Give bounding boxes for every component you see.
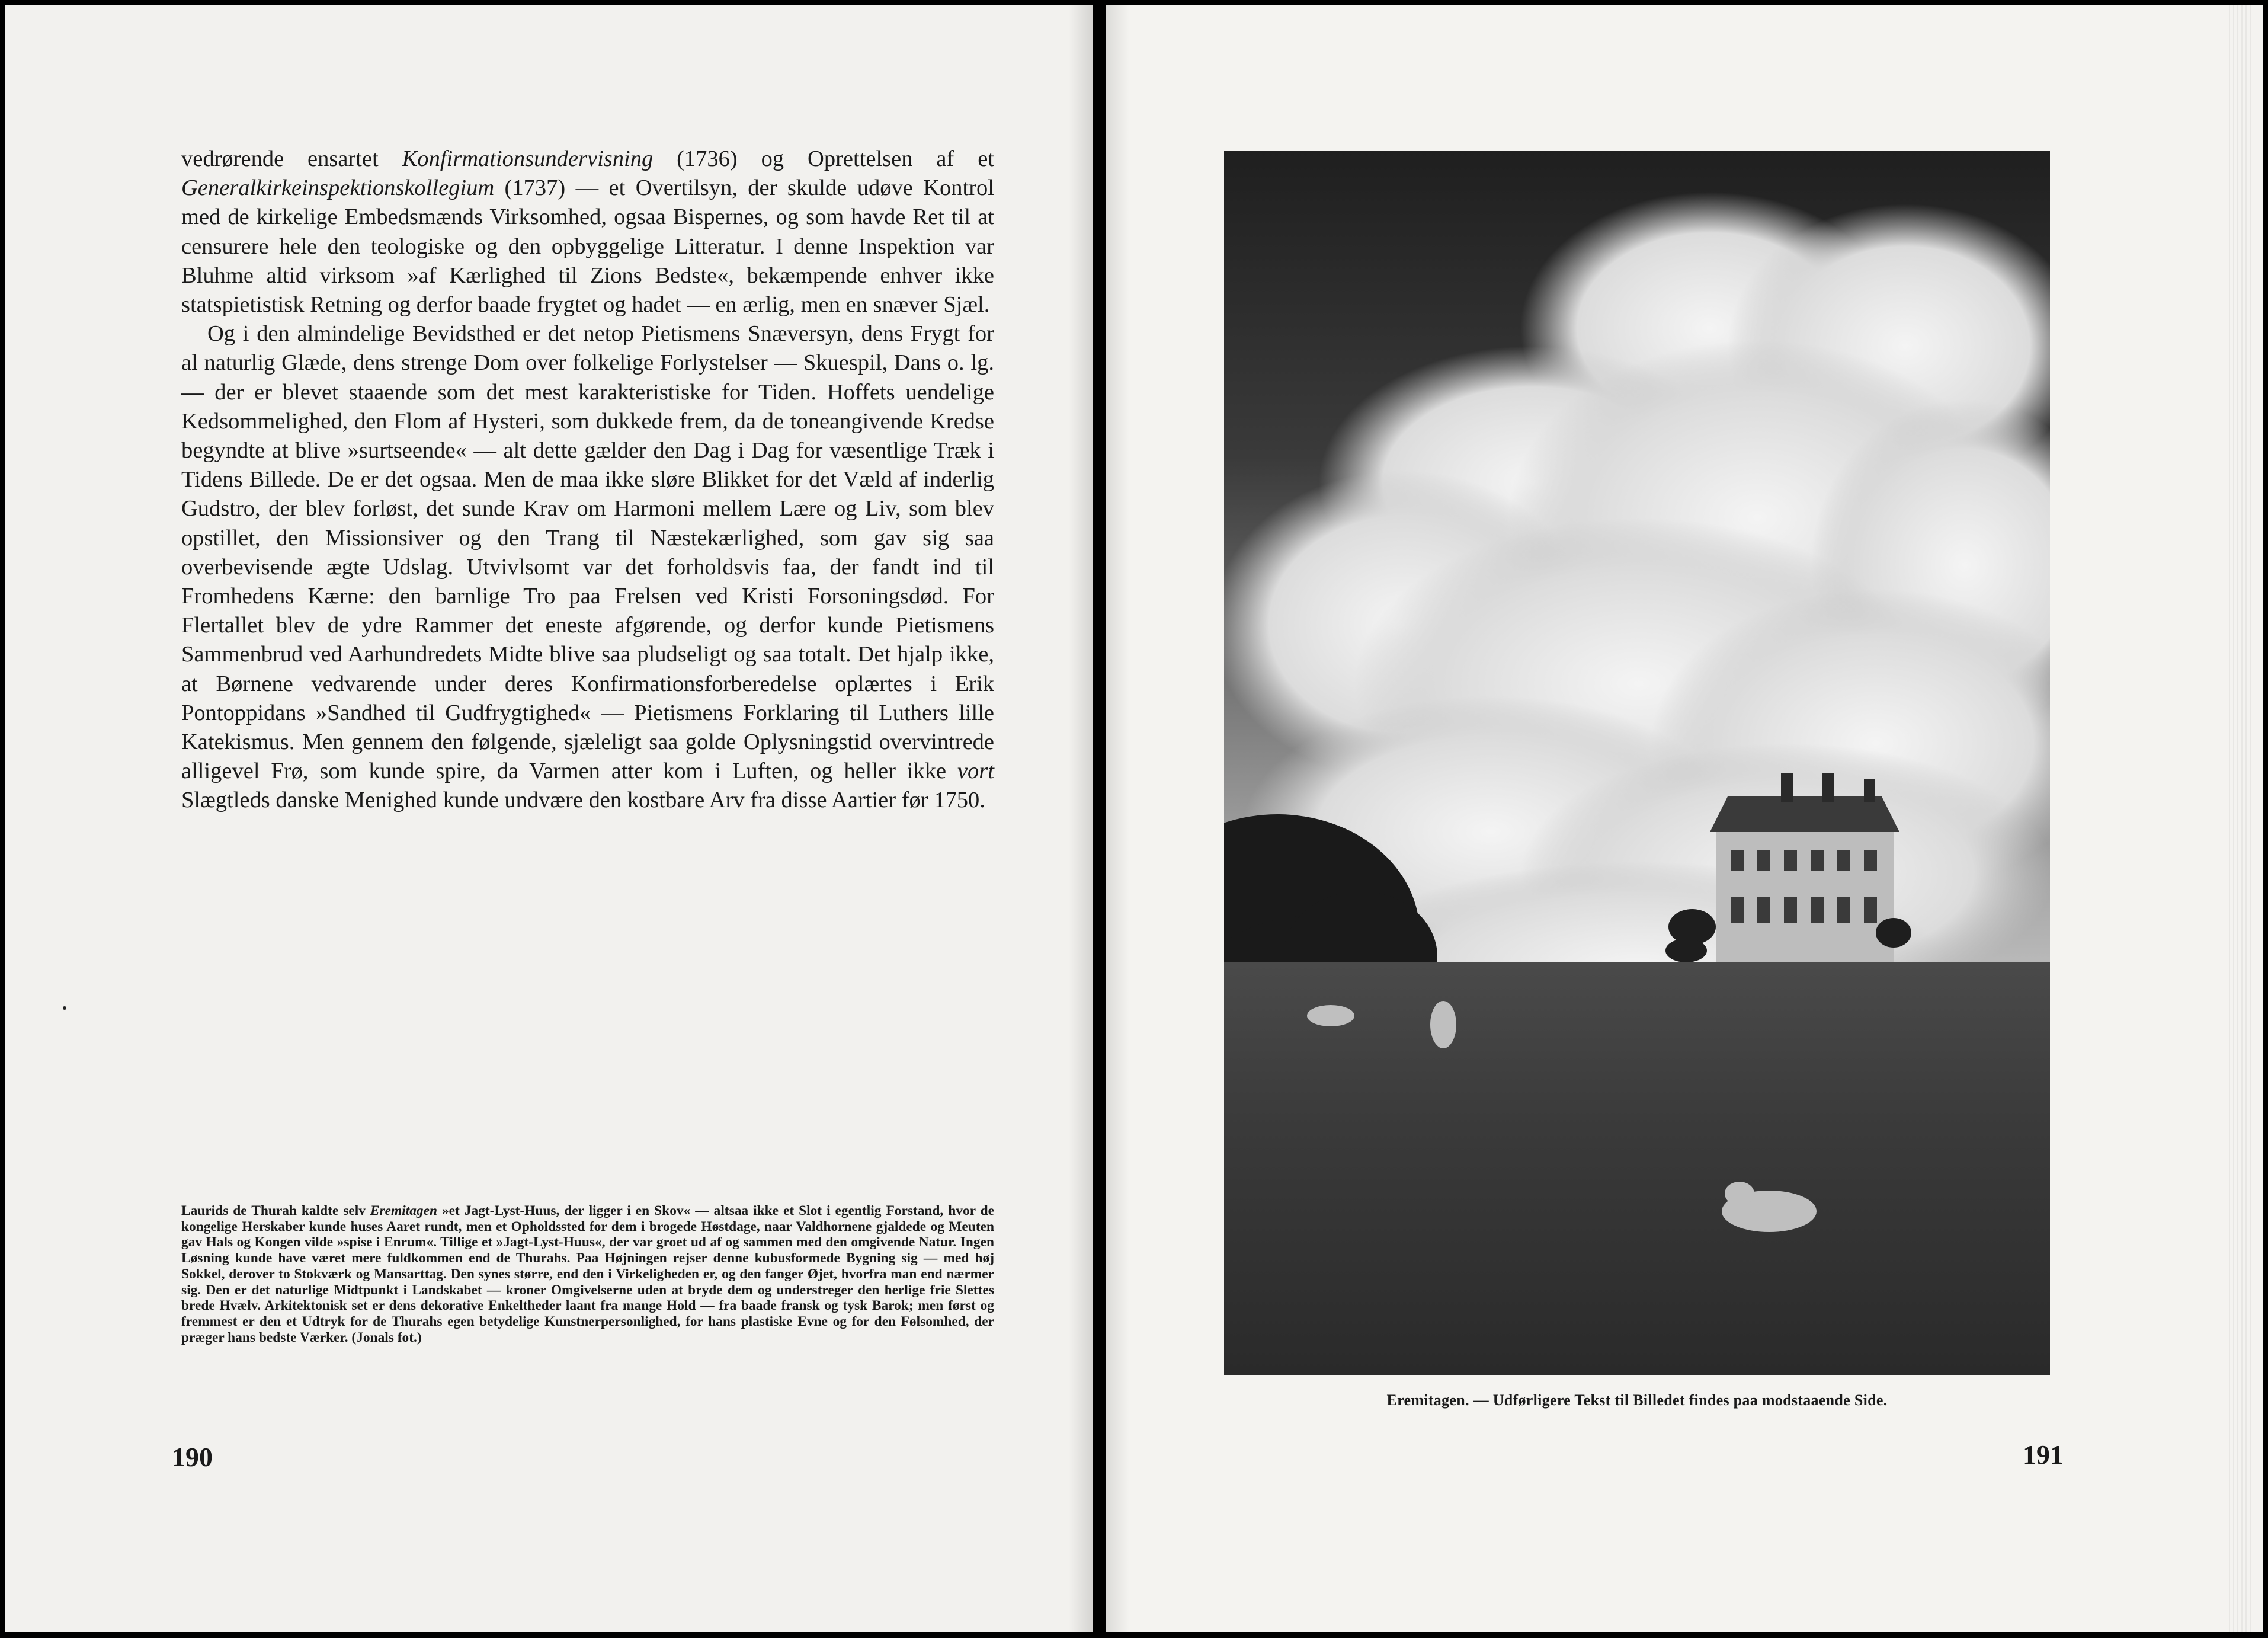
italic-text: vort xyxy=(957,759,994,784)
building xyxy=(1710,773,1899,968)
text-run: vedrørende ensartet xyxy=(181,146,402,171)
page-edge-texture xyxy=(2229,5,2253,1632)
gutter-shadow xyxy=(1069,5,1093,1632)
body-text xyxy=(181,145,994,815)
print-speck xyxy=(63,1006,66,1010)
italic-text: Eremitagen xyxy=(370,1203,437,1218)
photo-illustration xyxy=(1224,151,2050,1375)
italic-text: Konfirmationsundervisning xyxy=(402,146,654,171)
figure-caption: Eremitagen. — Udførligere Tekst til Billedet findes paa modstaaende Side. xyxy=(1386,1391,1888,1409)
paragraph-2 xyxy=(181,319,994,815)
photo-caption-long xyxy=(181,1203,994,1345)
right-page xyxy=(1106,5,2263,1632)
meadow xyxy=(1224,962,2050,1375)
photo-eremitagen xyxy=(1224,151,2050,1375)
text-run: Slægtleds danske Menighed kunde undvære den kostbare Arv fra disse Aartier før 1750. xyxy=(181,788,985,813)
text-run: Laurids de Thurah kaldte selv xyxy=(181,1203,370,1218)
page-number-left: 190 xyxy=(172,1442,213,1472)
left-page xyxy=(5,5,1093,1632)
text-run: »et Jagt-Lyst-Huus, der ligger i en Skov« — altsaa ikke et Slot i egentlig Forstand, hvor de kongelige Herskaber kunde huses Aaret rundt, men et Opholdssted for dem i brogede Høstdage, naar Valdhornene gjaldede og Meuten gav Hals og Kongen vilde »spise i Enrum«. Tillige et »Jagt-Lyst-Huus«, der var groet ud af og sammen med den omgivende Natur. Ingen Løsning kunde have været mere fuldkommen end de Thurahs. Paa Højningen rejser denne kubusformede Bygning sig — med høj Sokkel, derover to Stokværk og Mansarttag. Den synes større, end den i Virkeligheden er, og den fanger Øjet, hvorfra man end nærmer sig. Den er det naturlige Midtpunkt i Landskabet — kroner Omgivelserne uden at bryde dem og understreger den herlige frie Slettes brede Hvælv. Arkitektonisk set er dens dekorative Enkeltheder laant fra mange Hold — fra baade fransk og tysk Barok; men først og fremmest er den et Udtryk for de Thurahs egen betydelige Kunstnerpersonlighed, for hans plastiske Evne og for den Følsomhed, der præger hans bedste Værker. (Jonals fot.) xyxy=(181,1203,994,1345)
gutter-shadow xyxy=(1106,5,1129,1632)
text-run: (1736) og Oprettelsen af et xyxy=(653,146,994,171)
italic-text: Generalkirkeinspektionskollegium xyxy=(181,175,495,201)
paragraph-1 xyxy=(181,145,994,319)
page-number-right: 191 xyxy=(2023,1439,2064,1470)
text-run: Og i den almindelige Bevidsthed er det netop Pietismens Snæversyn, dens Frygt for al naturlig Glæde, dens strenge Dom over folkelige Forlystelser — Skuespil, Dans o. lg. — der er blevet staaende som det mest karakteristiske for Tiden. Hoffets uendelige Kedsommelighed, den Flom af Hysteri, som dukkede frem, da de toneangivende Kredse begyndte at blive »surtseende« — alt dette gælder den Dag i Dag for væsentlige Træk i Tidens Billede. De er det ogsaa. Men de maa ikke sløre Blikket for det Væld af inderlig Gudstro, der blev forløst, det sunde Krav om Harmoni mellem Lære og Liv, som blev opstillet, den Missionsiver og den Trang til Næstekærlighed, som gav sig saa overbevisende ægte Udslag. Utvivlsomt var det forholdsvis faa, der fandt ind til Fromhedens Kærne: den barnlige Tro paa Frelsen ved Kristi Forsoningsdød. For Flertallet blev de ydre Rammer det eneste afgørende, og derfor kunde Pietismens Sammenbrud ved Aarhundredets Midte blive saa pludseligt og saa totalt. Det hjalp ikke, at Børnene vedvarende under deres Konfirmationsforberedelse oplærtes i Erik Pontoppidans »Sandhed til Gudfrygtighed« — Pietismens Forklaring til Luthers lille Katekismus. Men gennem den følgende, sjæleligt saa golde Oplysningstid overvintrede alligevel Frø, som kunde spire, da Varmen atter kom i Luften, og heller ikke xyxy=(181,321,994,784)
text-run: (1737) — et Overtilsyn, der skulde udøve Kontrol med de kirkelige Embedsmænds Virksomhed, ogsaa Bispernes, og som havde Ret til at censurere hele den teologiske og den opbyggelige Litteratur. I denne Inspektion var Bluhme altid virksom »af Kærlighed til Zions Bedste«, bekæmpende enhver ikke statspietistisk Retning og derfor baade frygtet og hadet — en ærlig, men en snæver Sjæl. xyxy=(181,175,994,318)
